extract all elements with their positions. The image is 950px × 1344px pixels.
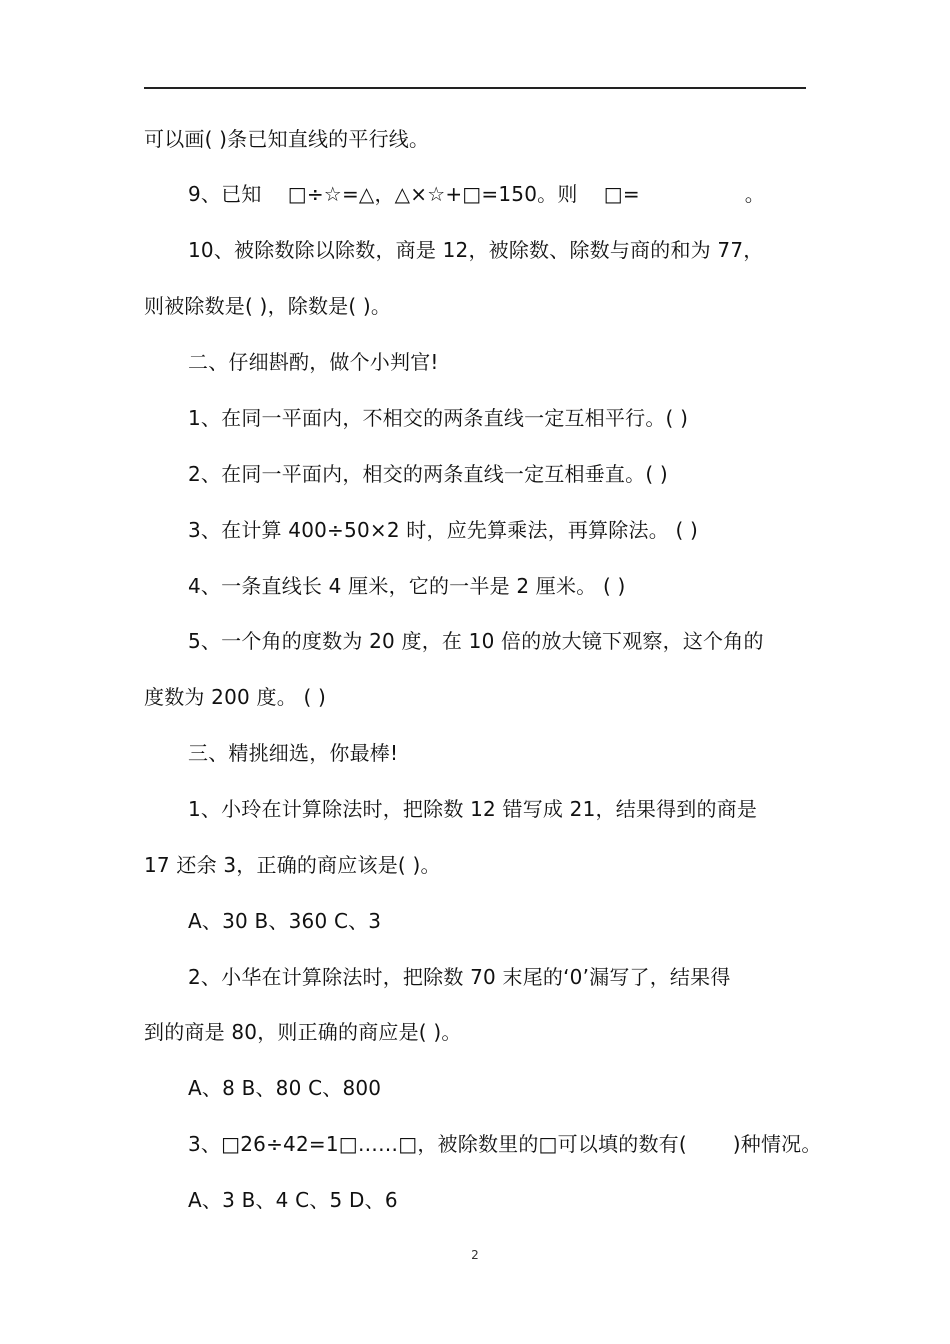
choice-options-3: A、3 B、4 C、5 D、6 bbox=[188, 1188, 398, 1212]
text-line: 到的商是 80，则正确的商应是( )。 bbox=[144, 1020, 462, 1044]
text-line: 则被除数是( )，除数是( )。 bbox=[144, 294, 392, 318]
section-heading-2: 二、仔细斟酌，做个小判官! bbox=[188, 350, 439, 374]
choice-question-1: 1、小玲在计算除法时，把除数 12 错写成 21，结果得到的商是 bbox=[188, 797, 758, 821]
text-line: 度数为 200 度。 ( ) bbox=[144, 685, 327, 709]
choice-question-3: 3、□26÷42=1□……□，被除数里的□可以填的数有( )种情况。 bbox=[188, 1132, 822, 1156]
page-number: 2 bbox=[471, 1248, 479, 1262]
question-9: 9、已知 □÷☆=△，△×☆+□=150。则 □= 。 bbox=[188, 182, 765, 206]
question-10: 10、被除数除以除数，商是 12，被除数、除数与商的和为 77， bbox=[188, 238, 764, 262]
text-line: 可以画( )条已知直线的平行线。 bbox=[144, 127, 430, 151]
judge-item-1: 1、在同一平面内，不相交的两条直线一定互相平行。( ) bbox=[188, 406, 689, 430]
judge-item-3: 3、在计算 400÷50×2 时，应先算乘法，再算除法。 ( ) bbox=[188, 518, 699, 542]
judge-item-2: 2、在同一平面内，相交的两条直线一定互相垂直。( ) bbox=[188, 462, 668, 486]
judge-item-5: 5、一个角的度数为 20 度，在 10 倍的放大镜下观察，这个角的 bbox=[188, 629, 764, 653]
choice-question-2: 2、小华在计算除法时，把除数 70 末尾的‘0’漏写了，结果得 bbox=[188, 965, 731, 989]
choice-options-1: A、30 B、360 C、3 bbox=[188, 909, 382, 933]
section-heading-3: 三、精挑细选，你最棒! bbox=[188, 741, 399, 765]
header-rule bbox=[144, 87, 806, 89]
text-line: 17 还余 3，正确的商应该是( )。 bbox=[144, 853, 441, 877]
judge-item-4: 4、一条直线长 4 厘米，它的一半是 2 厘米。 ( ) bbox=[188, 574, 626, 598]
choice-options-2: A、8 B、80 C、800 bbox=[188, 1076, 382, 1100]
